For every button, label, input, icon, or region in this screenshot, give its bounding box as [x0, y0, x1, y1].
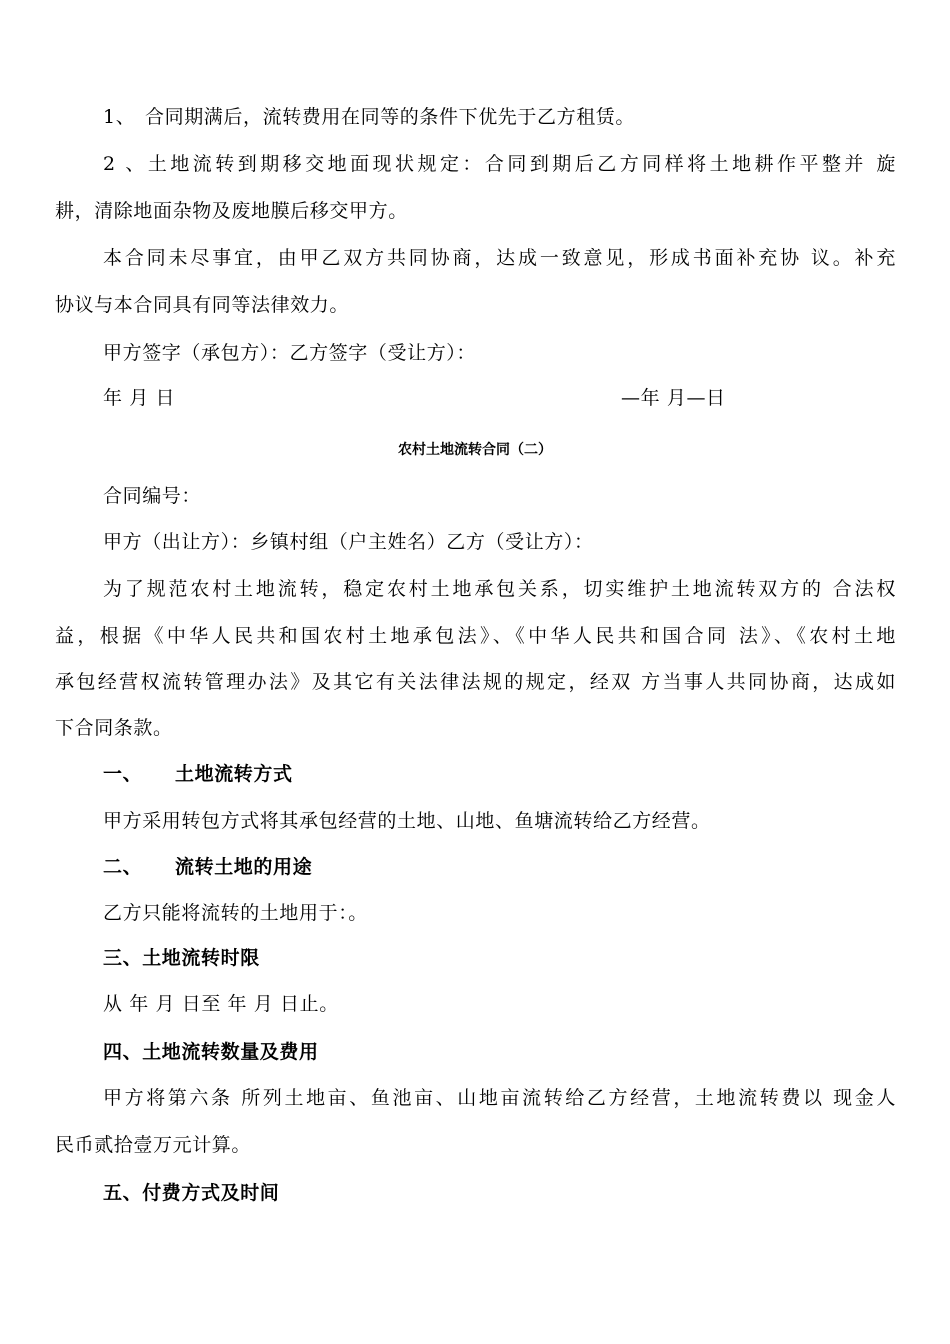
preamble-line-4: 下合同条款。 — [55, 717, 173, 739]
clause-2-line-1 — [103, 152, 896, 176]
section-2-number: 二、 — [103, 856, 143, 878]
preamble-line-3: 承包经营权流转管理办法》及其它有关法律法规的规定，经双 方当事人共同协商，达成如 — [55, 671, 896, 693]
supplement-line-1: 本合同未尽事宜，由甲乙双方共同协商，达成一致意见，形成书面补充协 议。补充 — [103, 247, 896, 269]
date-left: 年 月 日 — [103, 387, 176, 409]
clause-1 — [103, 105, 635, 129]
section-1-number: 一、 — [103, 763, 143, 785]
section-4-line-1: 甲方将第六条 所列土地亩、鱼池亩、山地亩流转给乙方经营，土地流转费以 现金人 — [103, 1087, 896, 1109]
supplement-line-2: 协议与本合同具有同等法律效力。 — [55, 294, 350, 316]
section-2-body: 乙方只能将流转的土地用于：。 — [103, 902, 368, 924]
section-1-title: 土地流转方式 — [175, 763, 293, 785]
preamble-line-2: 益，根据《中华人民共和国农村土地承包法》、《中华人民共和国合同 法》、《农村土地 — [55, 625, 896, 647]
section-4-heading: 四、土地流转数量及费用 — [103, 1041, 319, 1063]
clause-2-number: 2、 — [103, 153, 145, 175]
clause-2-text: 土地流转到期移交地面现状规定：合同到期后乙方同样将土地耕作平整并 旋 — [145, 153, 896, 175]
section-3-body: 从 年 月 日至 年 月 日止。 — [103, 993, 339, 1015]
preamble-line-1: 为了规范农村土地流转，稳定农村土地承包关系，切实维护土地流转双方的 合法权 — [103, 578, 896, 600]
section-1-heading — [103, 762, 293, 786]
section-4-line-2: 民币贰拾壹万元计算。 — [55, 1134, 252, 1156]
section-3-heading: 三、土地流转时限 — [103, 947, 260, 969]
contract-number: 合同编号： — [103, 485, 202, 507]
parties-line: 甲方（出让方）：乡镇村组（户主姓名）乙方（受让方）： — [103, 531, 594, 553]
section-2-title: 流转土地的用途 — [175, 856, 313, 878]
section-5-heading: 五、付费方式及时间 — [103, 1182, 280, 1204]
contract-2-title: 农村土地流转合同（二） — [398, 442, 552, 458]
section-2-heading — [103, 855, 312, 879]
clause-1-number: 1、 — [103, 106, 136, 128]
section-1-body: 甲方采用转包方式将其承包经营的土地、山地、鱼塘流转给乙方经营。 — [103, 810, 711, 832]
date-right: —年 月—日 — [621, 387, 726, 409]
clause-1-text: 合同期满后，流转费用在同等的条件下优先于乙方租赁。 — [145, 106, 636, 128]
clause-2-line-2: 耕，清除地面杂物及废地膜后移交甲方。 — [55, 200, 408, 222]
signature-line: 甲方签字（承包方）：乙方签字（受让方）： — [103, 342, 477, 364]
